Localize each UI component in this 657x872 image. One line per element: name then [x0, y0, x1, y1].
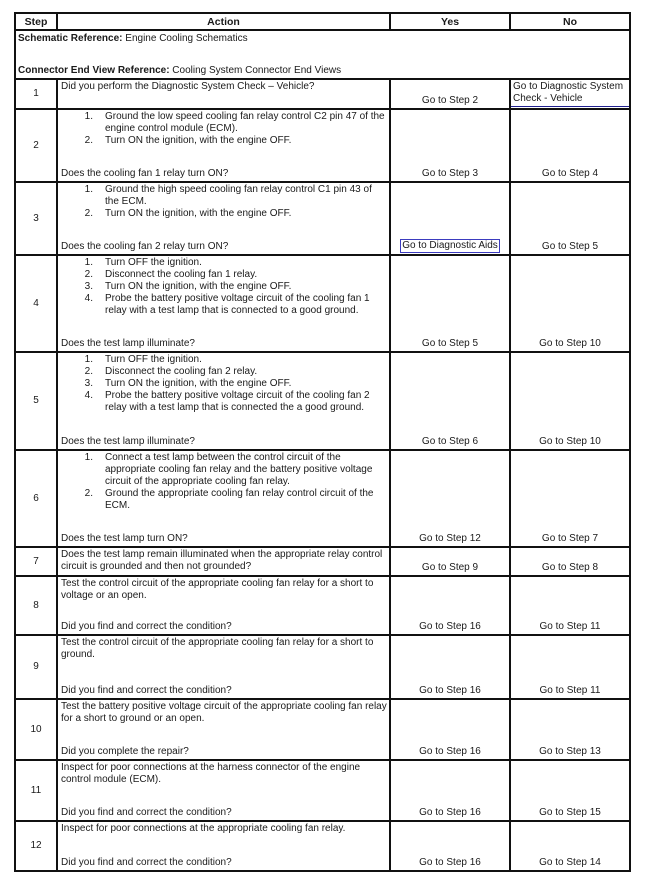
header-row: [15, 13, 630, 30]
yes-cell: [390, 79, 510, 109]
yes-action: Go to Step 16: [419, 685, 481, 696]
list-item: 2. Turn ON the ignition, with the engine OFF.: [84, 135, 292, 146]
no-cell: [510, 547, 630, 576]
step-question: Did you find and correct the condition?: [61, 685, 232, 696]
diagnostic-table-wrapper: [14, 12, 629, 872]
yes-cell: [390, 760, 510, 821]
step-question: Did you complete the repair?: [61, 746, 189, 757]
table-row: [15, 109, 630, 182]
reference-row: [15, 30, 630, 79]
no-action: Go to Step 15: [539, 807, 601, 818]
step-question: Did you find and correct the condition?: [61, 857, 232, 868]
step-instruction: Inspect for poor connections at the appropriate cooling fan relay.: [61, 823, 346, 834]
action-cell: [57, 699, 390, 760]
list-item: 3. Turn ON the ignition, with the engine OFF.: [84, 281, 292, 292]
step-number: 2: [15, 109, 57, 182]
no-cell: [510, 760, 630, 821]
action-cell: [57, 255, 390, 352]
list-item: 1. Turn OFF the ignition.: [84, 354, 202, 365]
step-number: 7: [15, 547, 57, 576]
yes-cell: [390, 821, 510, 871]
yes-cell: [390, 699, 510, 760]
list-item: 1. Ground the low speed cooling fan relay control C2 pin 47 of the engine control module (ECM).: [84, 111, 385, 134]
no-action: Go to Step 7: [541, 533, 599, 544]
table-row: [15, 255, 630, 352]
table-row: [15, 182, 630, 255]
table-row: [15, 79, 630, 109]
yes-action: Go to Step 16: [419, 857, 481, 868]
step-question: Did you find and correct the condition?: [61, 807, 232, 818]
table-row: [15, 576, 630, 635]
yes-cell: [390, 450, 510, 547]
step-number: 5: [15, 352, 57, 450]
table-row: [15, 699, 630, 760]
yes-cell: [390, 352, 510, 450]
connector-reference: [18, 65, 341, 77]
step-question: Does the test lamp illuminate?: [61, 436, 195, 447]
step-question: Does the cooling fan 1 relay turn ON?: [61, 168, 229, 179]
no-cell: [510, 699, 630, 760]
yes-cell: [390, 109, 510, 182]
header-yes: Yes: [390, 13, 510, 30]
no-action: Go to Step 13: [539, 746, 601, 757]
step-question: Does the test lamp remain illuminated when the appropriate relay control circuit is grounded and then not grounded?: [61, 549, 383, 572]
yes-action: Go to Step 12: [419, 533, 481, 544]
action-cell: [57, 635, 390, 699]
no-action: Go to Step 14: [539, 857, 601, 868]
no-action: Go to Step 4: [541, 168, 599, 179]
step-number: 8: [15, 576, 57, 635]
table-row: [15, 352, 630, 450]
step-question: Does the test lamp illuminate?: [61, 338, 195, 349]
step-number: 4: [15, 255, 57, 352]
yes-cell: [390, 255, 510, 352]
step-instruction: Test the battery positive voltage circuit of the appropriate cooling fan relay for a short to ground or an open.: [61, 701, 387, 724]
list-item: 4. Probe the battery positive voltage circuit of the cooling fan 2 relay with a test lamp that is connected the a good ground.: [84, 390, 370, 413]
step-number: 11: [15, 760, 57, 821]
step-instruction: Inspect for poor connections at the harness connector of the engine control module (ECM).: [61, 762, 361, 785]
step-number: 3: [15, 182, 57, 255]
list-item: 2. Ground the appropriate cooling fan relay control circuit of the ECM.: [84, 488, 374, 511]
list-item: 1. Connect a test lamp between the control circuit of the appropriate cooling fan relay and the battery positive voltage circuit of the appropriate cooling fan relay.: [84, 452, 373, 487]
action-cell: [57, 547, 390, 576]
schematic-reference-link[interactable]: Engine Cooling Schematics: [122, 33, 248, 44]
header-no: No: [510, 13, 630, 30]
action-steps-list: [61, 452, 387, 512]
action-cell: [57, 760, 390, 821]
list-item: 2. Disconnect the cooling fan 2 relay.: [84, 366, 258, 377]
no-action: Go to Step 11: [539, 685, 601, 696]
yes-cell: [390, 635, 510, 699]
step-question: Does the test lamp turn ON?: [61, 533, 188, 544]
action-cell: [57, 450, 390, 547]
action-steps-list: [61, 354, 387, 414]
no-cell: [510, 79, 630, 109]
connector-reference-link[interactable]: Cooling System Connector End Views: [169, 65, 342, 76]
step-question: Does the cooling fan 2 relay turn ON?: [61, 241, 229, 252]
schematic-reference: [18, 33, 627, 45]
no-action: Go to Step 10: [539, 338, 601, 349]
step-number: 9: [15, 635, 57, 699]
step-number: 6: [15, 450, 57, 547]
yes-cell: [390, 182, 510, 255]
action-steps-list: [61, 257, 387, 317]
no-action: Go to Step 11: [539, 621, 601, 632]
no-cell: [510, 635, 630, 699]
table-row: [15, 821, 630, 871]
yes-cell: [390, 576, 510, 635]
table-row: [15, 547, 630, 576]
no-action: Go to Step 8: [541, 562, 599, 573]
yes-cell: [390, 547, 510, 576]
step-instruction: Test the control circuit of the appropriate cooling fan relay for a short to voltage or an open.: [61, 578, 374, 601]
no-action: Go to Step 10: [539, 436, 601, 447]
list-item: 1. Ground the high speed cooling fan relay control C1 pin 43 of the ECM.: [84, 184, 372, 207]
schematic-reference-label: Schematic Reference:: [18, 33, 123, 44]
list-item: 4. Probe the battery positive voltage circuit of the cooling fan 1 relay with a test lamp that is connected to a good ground.: [84, 293, 370, 316]
list-item: 3. Turn ON the ignition, with the engine OFF.: [84, 378, 292, 389]
yes-action: Go to Step 16: [419, 746, 481, 757]
yes-action: Go to Step 9: [421, 562, 479, 573]
diagnostic-table: [14, 12, 631, 872]
header-action: Action: [57, 13, 390, 30]
yes-action: Go to Step 16: [419, 621, 481, 632]
action-cell: [57, 821, 390, 871]
step-question: Did you perform the Diagnostic System Check – Vehicle?: [61, 81, 315, 92]
list-item: 2. Disconnect the cooling fan 1 relay.: [84, 269, 258, 280]
action-cell: [57, 182, 390, 255]
action-steps-list: [61, 184, 387, 220]
step-instruction: Test the control circuit of the appropriate cooling fan relay for a short to ground.: [61, 637, 374, 660]
table-row: [15, 635, 630, 699]
yes-action: Go to Step 3: [421, 168, 479, 179]
action-steps-list: [61, 111, 387, 147]
no-cell: [510, 352, 630, 450]
action-cell: [57, 79, 390, 109]
list-item: 1. Turn OFF the ignition.: [84, 257, 202, 268]
no-action: Go to Step 5: [541, 241, 599, 252]
connector-reference-label: Connector End View Reference:: [18, 65, 170, 76]
action-cell: [57, 576, 390, 635]
reference-cell: [15, 30, 630, 79]
step-number: 1: [15, 79, 57, 109]
action-cell: [57, 109, 390, 182]
header-step: Step: [15, 13, 57, 30]
no-cell: [510, 255, 630, 352]
no-cell: [510, 109, 630, 182]
table-row: [15, 450, 630, 547]
no-cell: [510, 821, 630, 871]
table-row: [15, 760, 630, 821]
step-number: 12: [15, 821, 57, 871]
diagnostic-system-check-link[interactable]: Go to Diagnostic System Check - Vehicle: [510, 79, 630, 107]
no-cell: [510, 576, 630, 635]
list-item: 2. Turn ON the ignition, with the engine OFF.: [84, 208, 292, 219]
yes-action: Go to Step 2: [421, 95, 479, 106]
no-cell: [510, 450, 630, 547]
diagnostic-aids-link[interactable]: Go to Diagnostic Aids: [402, 240, 498, 251]
no-cell: [510, 182, 630, 255]
yes-action: Go to Step 6: [421, 436, 479, 447]
yes-action: Go to Step 16: [419, 807, 481, 818]
action-cell: [57, 352, 390, 450]
step-question: Did you find and correct the condition?: [61, 621, 232, 632]
yes-action: Go to Step 5: [421, 338, 479, 349]
step-number: 10: [15, 699, 57, 760]
